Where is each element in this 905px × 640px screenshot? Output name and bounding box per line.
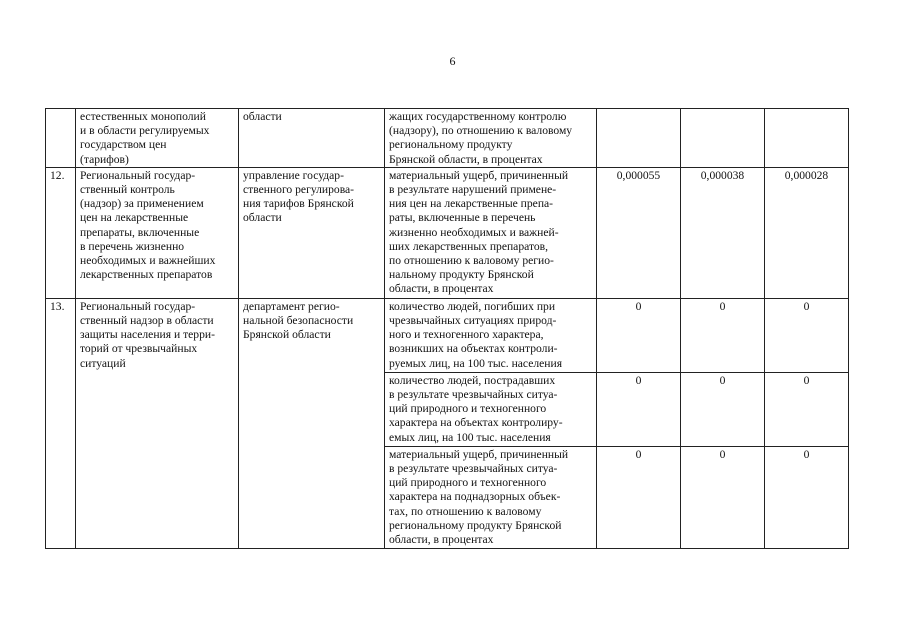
indicator-value-2: 0 [681, 446, 765, 548]
table-row [46, 298, 849, 372]
indicator-value-2: 0 [681, 372, 765, 446]
table-row [46, 167, 849, 298]
row-number: 13. [46, 298, 76, 548]
indicators-table [45, 108, 849, 549]
indicator-text: жащих государственному контролю (надзору), по отношению к валовому региональному продукту Брянской области, в процентах [385, 109, 597, 168]
indicator-value-2 [681, 109, 765, 168]
indicator-value-1: 0 [597, 372, 681, 446]
responsible-body: управление государ- ственного регулирова- ния тарифов Брянской области [239, 167, 385, 298]
indicator-value-1: 0,000055 [597, 167, 681, 298]
responsible-body: департамент регио- нальной безопасности Брянской области [239, 298, 385, 548]
indicator-value-3: 0 [765, 372, 849, 446]
indicator-value-3: 0 [765, 446, 849, 548]
indicator-value-1: 0 [597, 298, 681, 372]
control-type-name: Региональный государ- ственный контроль (надзор) за применением цен на лекарственные препараты, включенные в перечень жизненно необходимых и важнейших лекарственных препаратов [76, 167, 239, 298]
control-type-name: естественных монополий и в области регулируемых государством цен (тарифов) [76, 109, 239, 168]
indicator-text: материальный ущерб, причиненный в результате нарушений примене- ния цен на лекарственные препа- раты, включенные в перечень жизненно необходимых и важней- ших лекарственных препаратов, по отношению к валовому регио- нальному продукту Брянской области, в процентах [385, 167, 597, 298]
indicator-text: количество людей, пострадавших в результате чрезвычайных ситуа- ций природного и техногенного характера на объектах контролиру- емых лиц, на 100 тыс. населения [385, 372, 597, 446]
indicator-value-3: 0 [765, 298, 849, 372]
indicator-value-3 [765, 109, 849, 168]
page-number: 6 [449, 54, 456, 68]
row-number: 12. [46, 167, 76, 298]
indicator-value-3: 0,000028 [765, 167, 849, 298]
indicator-value-1: 0 [597, 446, 681, 548]
indicator-value-2: 0 [681, 298, 765, 372]
control-type-name: Региональный государ- ственный надзор в области защиты населения и терри- торий от чрезвычайных ситуаций [76, 298, 239, 548]
indicator-value-1 [597, 109, 681, 168]
indicator-value-2: 0,000038 [681, 167, 765, 298]
table-row [46, 109, 849, 168]
row-number [46, 109, 76, 168]
indicator-text: материальный ущерб, причиненный в результате чрезвычайных ситуа- ций природного и техногенного характера на поднадзорных объек- тах, по отношению к валовому региональному продукту Брянской области, в процентах [385, 446, 597, 548]
indicator-text: количество людей, погибших при чрезвычайных ситуациях природ- ного и техногенного характера, возникших на объектах контроли- руемых лиц, на 100 тыс. населения [385, 298, 597, 372]
responsible-body: области [239, 109, 385, 168]
